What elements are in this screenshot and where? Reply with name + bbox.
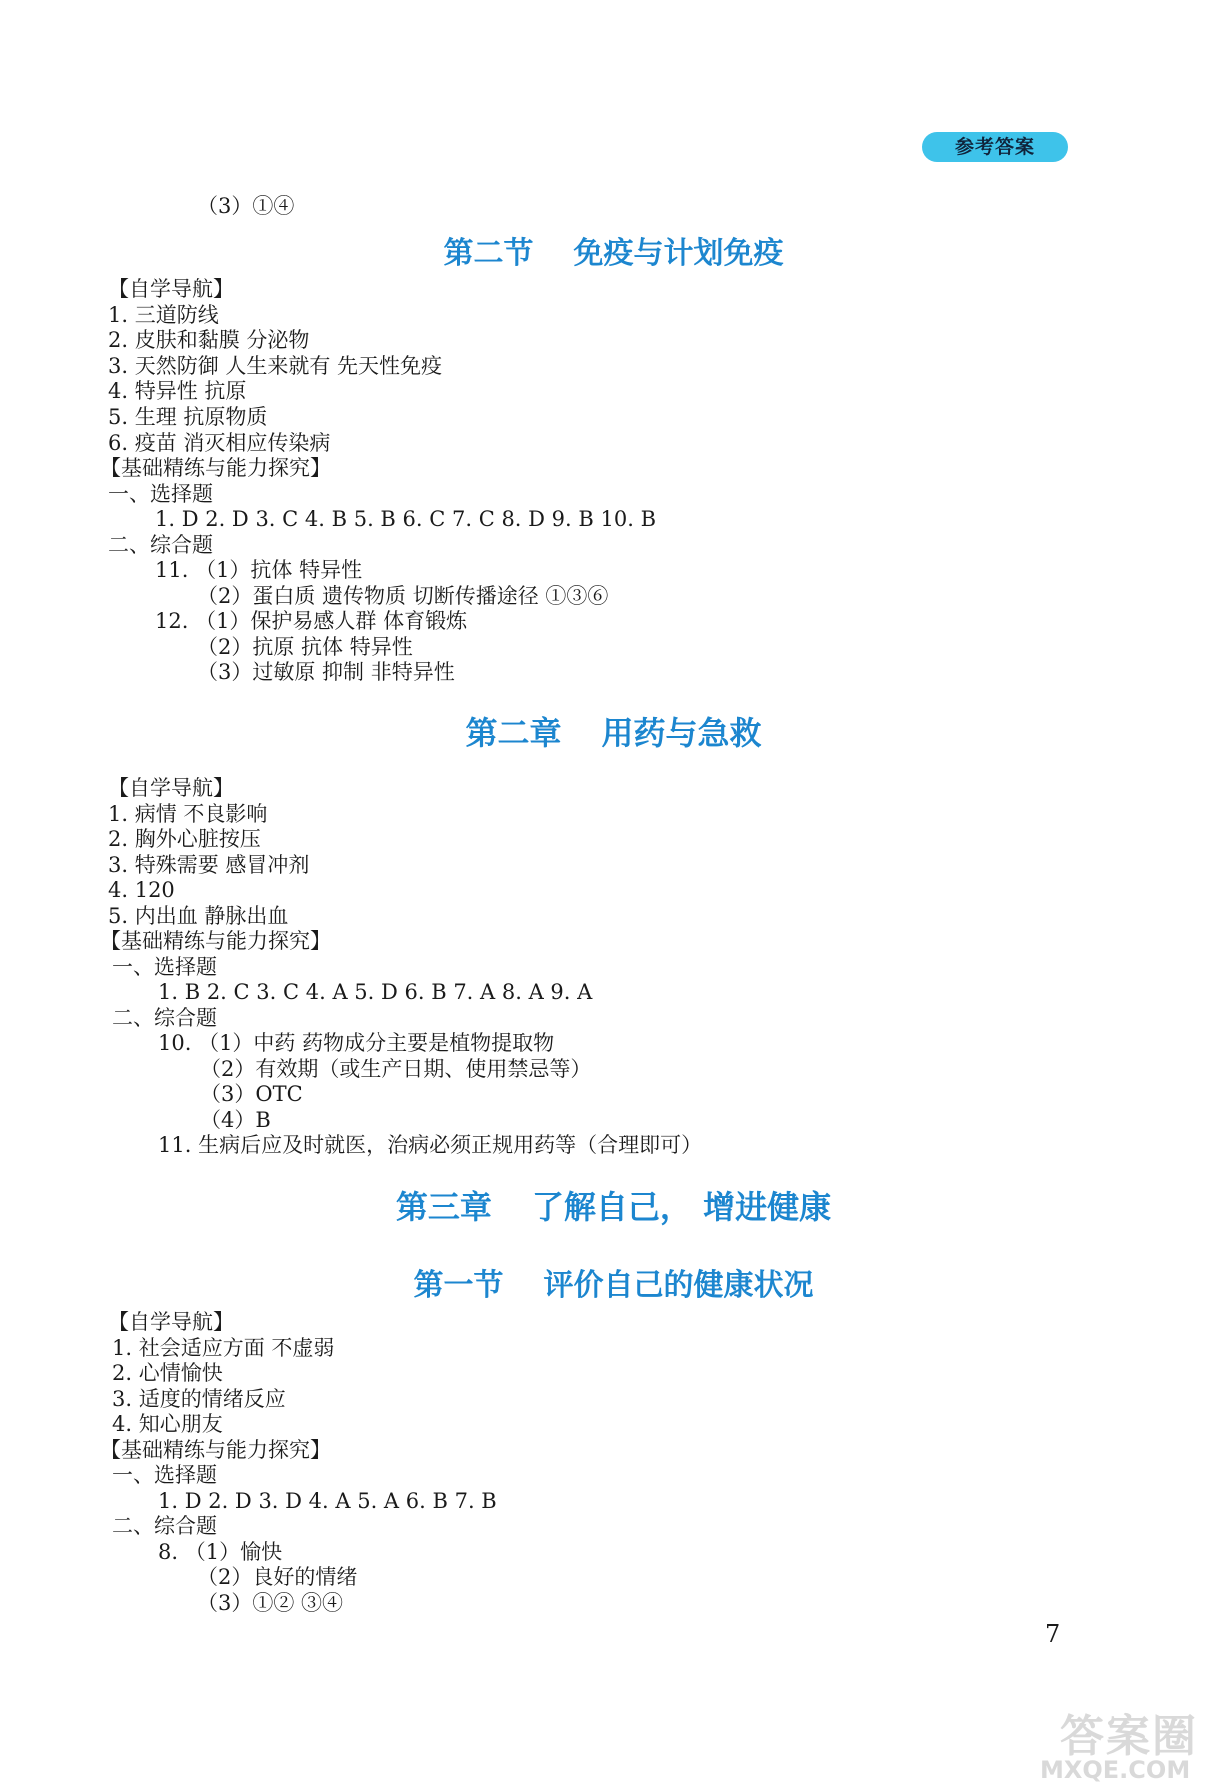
answer-line: 【自学导航】 [108,1310,234,1334]
chapter-number: 第二章 [465,714,562,752]
answer-line: （2）良好的情绪 [197,1565,358,1589]
site-watermark [1040,1700,1220,1786]
answer-line: 1. 三道防线 [108,303,219,327]
answer-line: 二、综合题 [112,1514,217,1538]
answer-line: 8. （1）愉快 [158,1540,283,1564]
answer-line: 10. （1）中药 药物成分主要是植物提取物 [158,1031,555,1055]
answer-line: 6. 疫苗 消灭相应传染病 [108,431,331,455]
answer-line: 2. 胸外心脏按压 [108,827,261,851]
answer-line: 【自学导航】 [108,277,234,301]
answer-line: （2）有效期（或生产日期、使用禁忌等） [200,1057,592,1081]
answer-line: 1. D 2. D 3. C 4. B 5. B 6. C 7. C 8. D 9. B 10. B [155,507,656,531]
answer-line: 二、综合题 [108,533,213,557]
answer-line: 2. 心情愉快 [112,1361,223,1385]
answer-line: 一、选择题 [112,955,217,979]
answer-line: 5. 内出血 静脉出血 [108,904,289,928]
section-number: 第二节 [443,236,534,271]
answer-line: 4. 120 [108,878,175,902]
section-number: 第一节 [413,1268,504,1303]
answer-line: 11. 生病后应及时就医，治病必须正规用药等（合理即可） [158,1133,703,1157]
answer-line: （3）过敏原 抑制 非特异性 [197,660,455,684]
answer-line: 4. 特异性 抗原 [108,379,247,403]
page-number: 7 [1045,1620,1061,1648]
answer-line: 一、选择题 [108,482,213,506]
answer-line: 3. 天然防御 人生来就有 先天性免疫 [108,354,443,378]
answer-line: （3）①② ③④ [197,1591,344,1615]
section-heading-health-status [0,1260,1227,1304]
answer-key-badge: 参考答案 [922,132,1068,162]
answer-line: 1. B 2. C 3. C 4. A 5. D 6. B 7. A 8. A 9. A [158,980,593,1004]
chapter-title: 了解自己， 增进健康 [531,1188,832,1226]
answer-line: 【基础精练与能力探究】 [100,1438,331,1462]
watermark-top-text: 答案圈 [1060,1711,1198,1762]
chapter-heading-medication [0,708,1227,754]
answer-line: 【基础精练与能力探究】 [100,929,331,953]
answer-line: 1. 病情 不良影响 [108,802,268,826]
chapter-number: 第三章 [395,1188,492,1226]
answer-line: 二、综合题 [112,1006,217,1030]
section-heading-immunity [0,228,1227,272]
answer-line: 4. 知心朋友 [112,1412,223,1436]
answer-line: 【基础精练与能力探究】 [100,456,331,480]
answer-line: 3. 适度的情绪反应 [112,1387,286,1411]
answer-line: 1. 社会适应方面 不虚弱 [112,1336,335,1360]
answer-line: （3）OTC [200,1082,303,1106]
answer-line: 1. D 2. D 3. D 4. A 5. A 6. B 7. B [158,1489,497,1513]
answer-line: 一、选择题 [112,1463,217,1487]
answer-line: 2. 皮肤和黏膜 分泌物 [108,328,310,352]
section-title: 免疫与计划免疫 [573,236,784,271]
answer-line: 【自学导航】 [108,776,234,800]
chapter-heading-health [0,1182,1227,1228]
watermark-bottom-text: MXQE.COM [1040,1756,1191,1784]
answer-line: （4）B [200,1108,271,1132]
answer-line: （2）抗原 抗体 特异性 [197,635,413,659]
answer-line: 5. 生理 抗原物质 [108,405,268,429]
section-title: 评价自己的健康状况 [543,1268,814,1303]
answer-line: 3. 特殊需要 感冒冲剂 [108,853,310,877]
top-answer-line: （3）①④ [197,194,295,218]
answer-line: 11. （1）抗体 特异性 [155,558,363,582]
answer-line: （2）蛋白质 遗传物质 切断传播途径 ①③⑥ [197,584,609,608]
answer-line: 12. （1）保护易感人群 体育锻炼 [155,609,468,633]
chapter-title: 用药与急救 [601,714,762,752]
